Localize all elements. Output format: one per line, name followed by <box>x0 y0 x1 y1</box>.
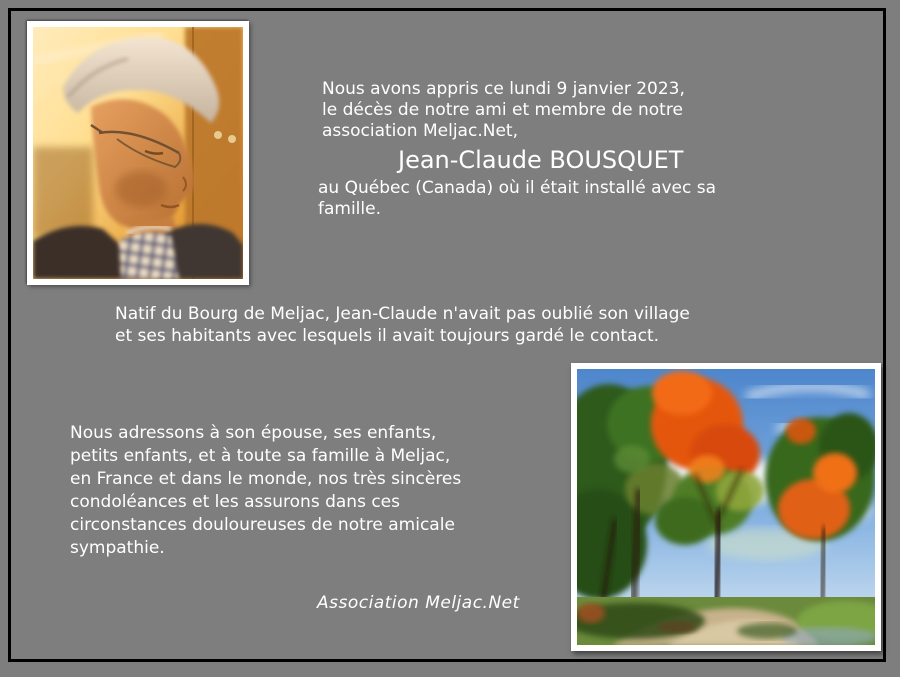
condolences-line-4: condoléances et les assurons dans ces <box>70 492 400 512</box>
portrait-photo <box>27 21 249 285</box>
intro-line-3: association Meljac.Net, <box>322 121 518 141</box>
tribute-line-2: et ses habitants avec lesquels il avait toujours gardé le contact. <box>115 326 660 346</box>
condolences-line-5: circonstances douloureuses de notre amicale <box>70 515 455 535</box>
tribute-line-1: Natif du Bourg de Meljac, Jean-Claude n'avait pas oublié son village <box>115 304 690 324</box>
condolences-paragraph <box>70 422 461 560</box>
announcement-location <box>318 178 716 220</box>
tribute-paragraph <box>115 303 690 347</box>
condolences-line-6: sympathie. <box>70 538 165 558</box>
intro-line-2: le décès de notre ami et membre de notre <box>322 100 683 120</box>
portrait-photo-image <box>33 27 243 279</box>
deceased-name: Jean-Claude BOUSQUET <box>398 146 684 174</box>
condolences-line-3: en France et dans le monde, nos très sincères <box>70 469 462 489</box>
autumn-trees-photo <box>571 363 881 651</box>
location-line-1: au Québec (Canada) où il était installé avec sa <box>318 178 717 198</box>
location-line-2: famille. <box>318 199 381 219</box>
autumn-trees-image <box>577 369 875 645</box>
condolences-line-1: Nous adressons à son épouse, ses enfants, <box>70 423 437 443</box>
association-signature: Association Meljac.Net <box>317 593 520 613</box>
condolences-line-2: petits enfants, et à toute sa famille à Meljac, <box>70 446 451 466</box>
announcement-intro <box>322 79 685 142</box>
intro-line-1: Nous avons appris ce lundi 9 janvier 2023, <box>322 79 685 99</box>
